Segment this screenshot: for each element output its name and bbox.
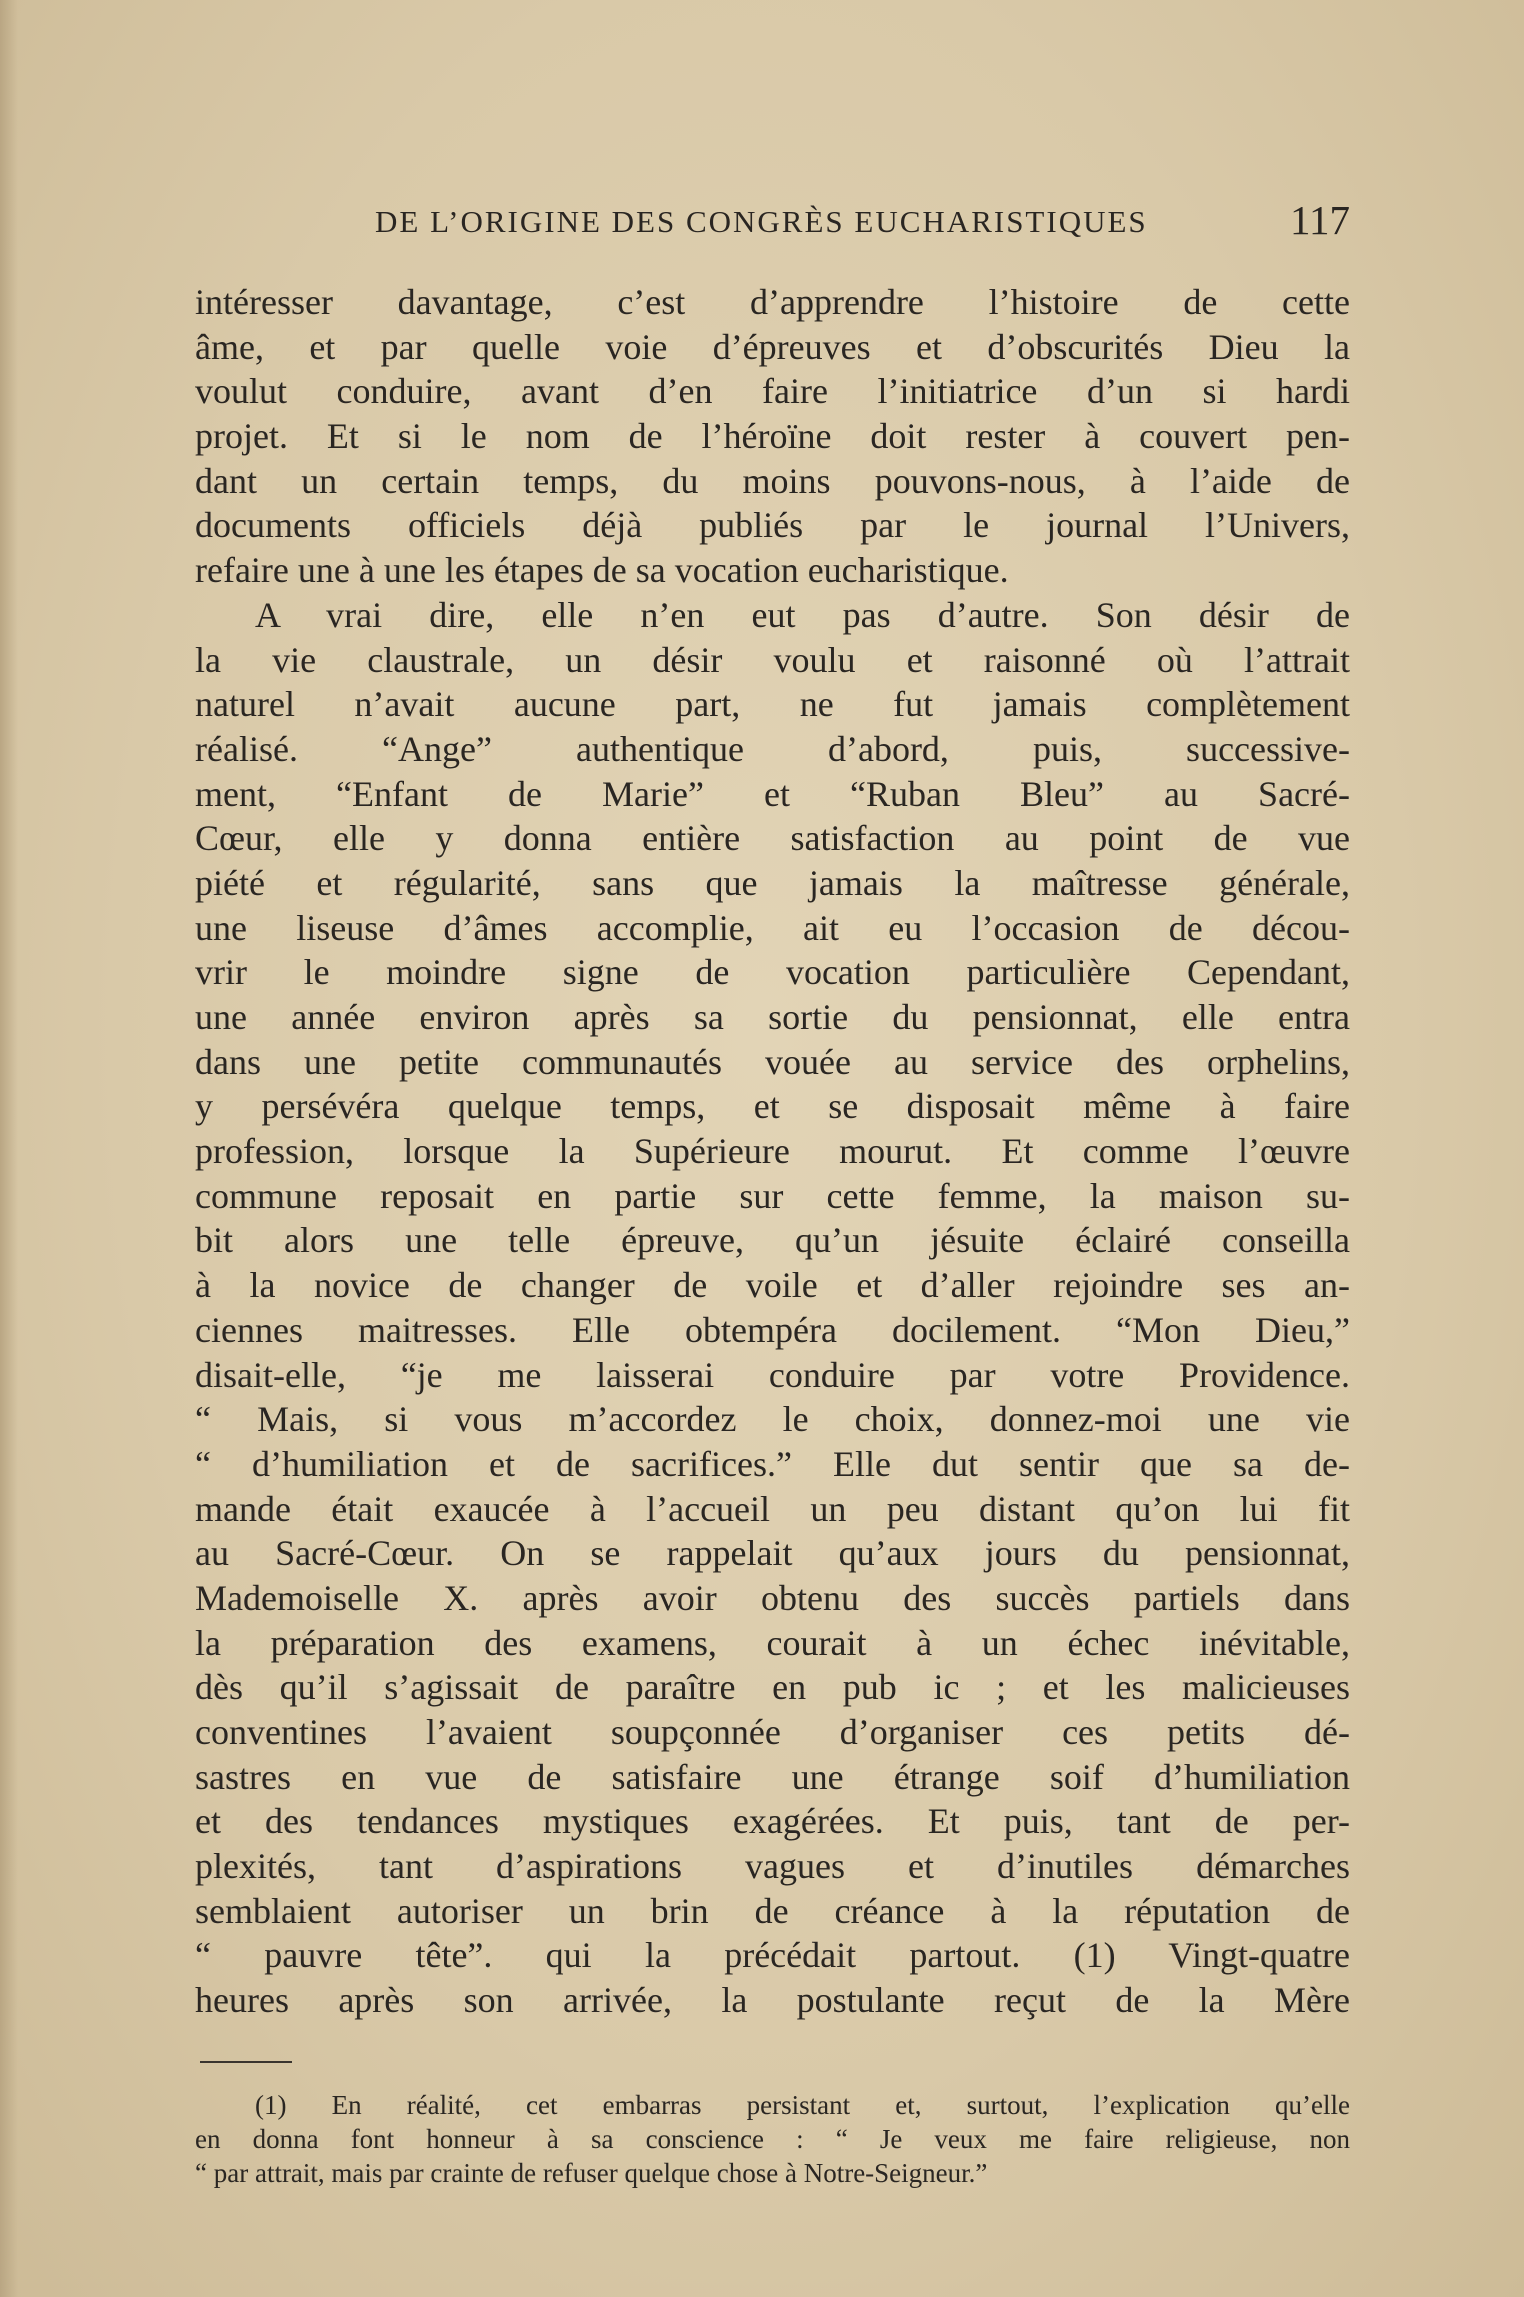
footnote-rule <box>200 2061 292 2063</box>
text-line: y persévéra quelque temps, et se disposait même à faire <box>195 1086 1350 1127</box>
text-line: “ Mais, si vous m’accordez le choix, donnez-moi une vie <box>195 1399 1350 1440</box>
page-number: 117 <box>1290 197 1350 243</box>
text-line: une liseuse d’âmes accomplie, ait eu l’occasion de décou- <box>195 907 1350 948</box>
footnote <box>195 2088 1350 2190</box>
text-line: Cœur, elle y donna entière satisfaction au point de vue <box>195 818 1350 859</box>
text-line: Mademoiselle X. après avoir obtenu des succès partiels dans <box>195 1577 1350 1618</box>
text-line: naturel n’avait aucune part, ne fut jamais complètement <box>195 684 1350 725</box>
text-line: refaire une à une les étapes de sa vocation eucharistique. <box>195 550 1009 591</box>
text-line: la préparation des examens, courait à un échec inévitable, <box>195 1622 1350 1663</box>
text-line: et des tendances mystiques exagérées. Et puis, tant de per- <box>195 1801 1350 1842</box>
text-line: plexités, tant d’aspirations vagues et d’inutiles démarches <box>195 1846 1350 1887</box>
text-line: “ pauvre tête”. qui la précédait partout. (1) Vingt-quatre <box>195 1935 1350 1976</box>
text-line: profession, lorsque la Supérieure mourut. Et comme l’œuvre <box>195 1131 1350 1172</box>
text-line: heures après son arrivée, la postulante reçut de la Mère <box>195 1980 1350 2021</box>
text-line: ment, “Enfant de Marie” et “Ruban Bleu” au Sacré- <box>195 773 1350 814</box>
text-line: semblaient autoriser un brin de créance à la réputation de <box>195 1890 1350 1931</box>
text-line: A vrai dire, elle n’en eut pas d’autre. Son désir de <box>255 594 1350 635</box>
text-line: documents officiels déjà publiés par le journal l’Univers, <box>195 505 1350 546</box>
text-line: bit alors une telle épreuve, qu’un jésuite éclairé conseilla <box>195 1220 1350 1261</box>
text-line: piété et régularité, sans que jamais la maîtresse générale, <box>195 862 1350 903</box>
text-line: au Sacré-Cœur. On se rappelait qu’aux jours du pensionnat, <box>195 1533 1350 1574</box>
text-line: dant un certain temps, du moins pouvons-nous, à l’aide de <box>195 460 1350 501</box>
text-line: sastres en vue de satisfaire une étrange soif d’humiliation <box>195 1756 1350 1797</box>
text-line: intéresser davantage, c’est d’apprendre l’histoire de cette <box>195 282 1350 322</box>
running-header <box>195 196 1350 246</box>
text-line: réalisé. “Ange” authentique d’abord, puis, successive- <box>195 728 1350 769</box>
text-line: âme, et par quelle voie d’épreuves et d’obscurités Dieu la <box>195 326 1350 367</box>
text-line: disait-elle, “je me laisserai conduire par votre Providence. <box>195 1354 1350 1395</box>
text-line: “ d’humiliation et de sacrifices.” Elle dut sentir que sa de- <box>195 1443 1350 1484</box>
text-line: mande était exaucée à l’accueil un peu distant qu’on lui fit <box>195 1488 1350 1529</box>
text-line: la vie claustrale, un désir voulu et raisonné où l’attrait <box>195 639 1350 680</box>
footnote-line: (1) En réalité, cet embarras persistant et, surtout, l’explication qu’elle <box>255 2090 1350 2120</box>
page-gutter-shadow <box>0 0 18 2297</box>
text-line: à la novice de changer de voile et d’aller rejoindre ses an- <box>195 1265 1350 1306</box>
text-line: conventines l’avaient soupçonnée d’organiser ces petits dé- <box>195 1712 1350 1752</box>
footnote-line: en donna font honneur à sa conscience : “ Je veux me faire religieuse, non <box>195 2124 1350 2154</box>
text-line: voulut conduire, avant d’en faire l’initiatrice d’un si hardi <box>195 371 1350 412</box>
text-line: une année environ après sa sortie du pensionnat, elle entra <box>195 997 1350 1037</box>
text-line: ciennes maitresses. Elle obtempéra docilement. “Mon Dieu,” <box>195 1309 1350 1350</box>
body-text <box>195 280 1350 2023</box>
text-line: projet. Et si le nom de l’héroïne doit rester à couvert pen- <box>195 416 1350 457</box>
running-title: DE L’ORIGINE DES CONGRÈS EUCHARISTIQUES <box>375 204 1148 239</box>
text-line: vrir le moindre signe de vocation particulière Cependant, <box>195 952 1350 993</box>
text-line: commune reposait en partie sur cette femme, la maison su- <box>195 1175 1350 1216</box>
text-line: dès qu’il s’agissait de paraître en pub ic ; et les malicieuses <box>195 1667 1350 1708</box>
text-line: dans une petite communautés vouée au service des orphelins, <box>195 1041 1350 1082</box>
footnote-line: “ par attrait, mais par crainte de refuser quelque chose à Notre-Seigneur.” <box>195 2158 988 2188</box>
